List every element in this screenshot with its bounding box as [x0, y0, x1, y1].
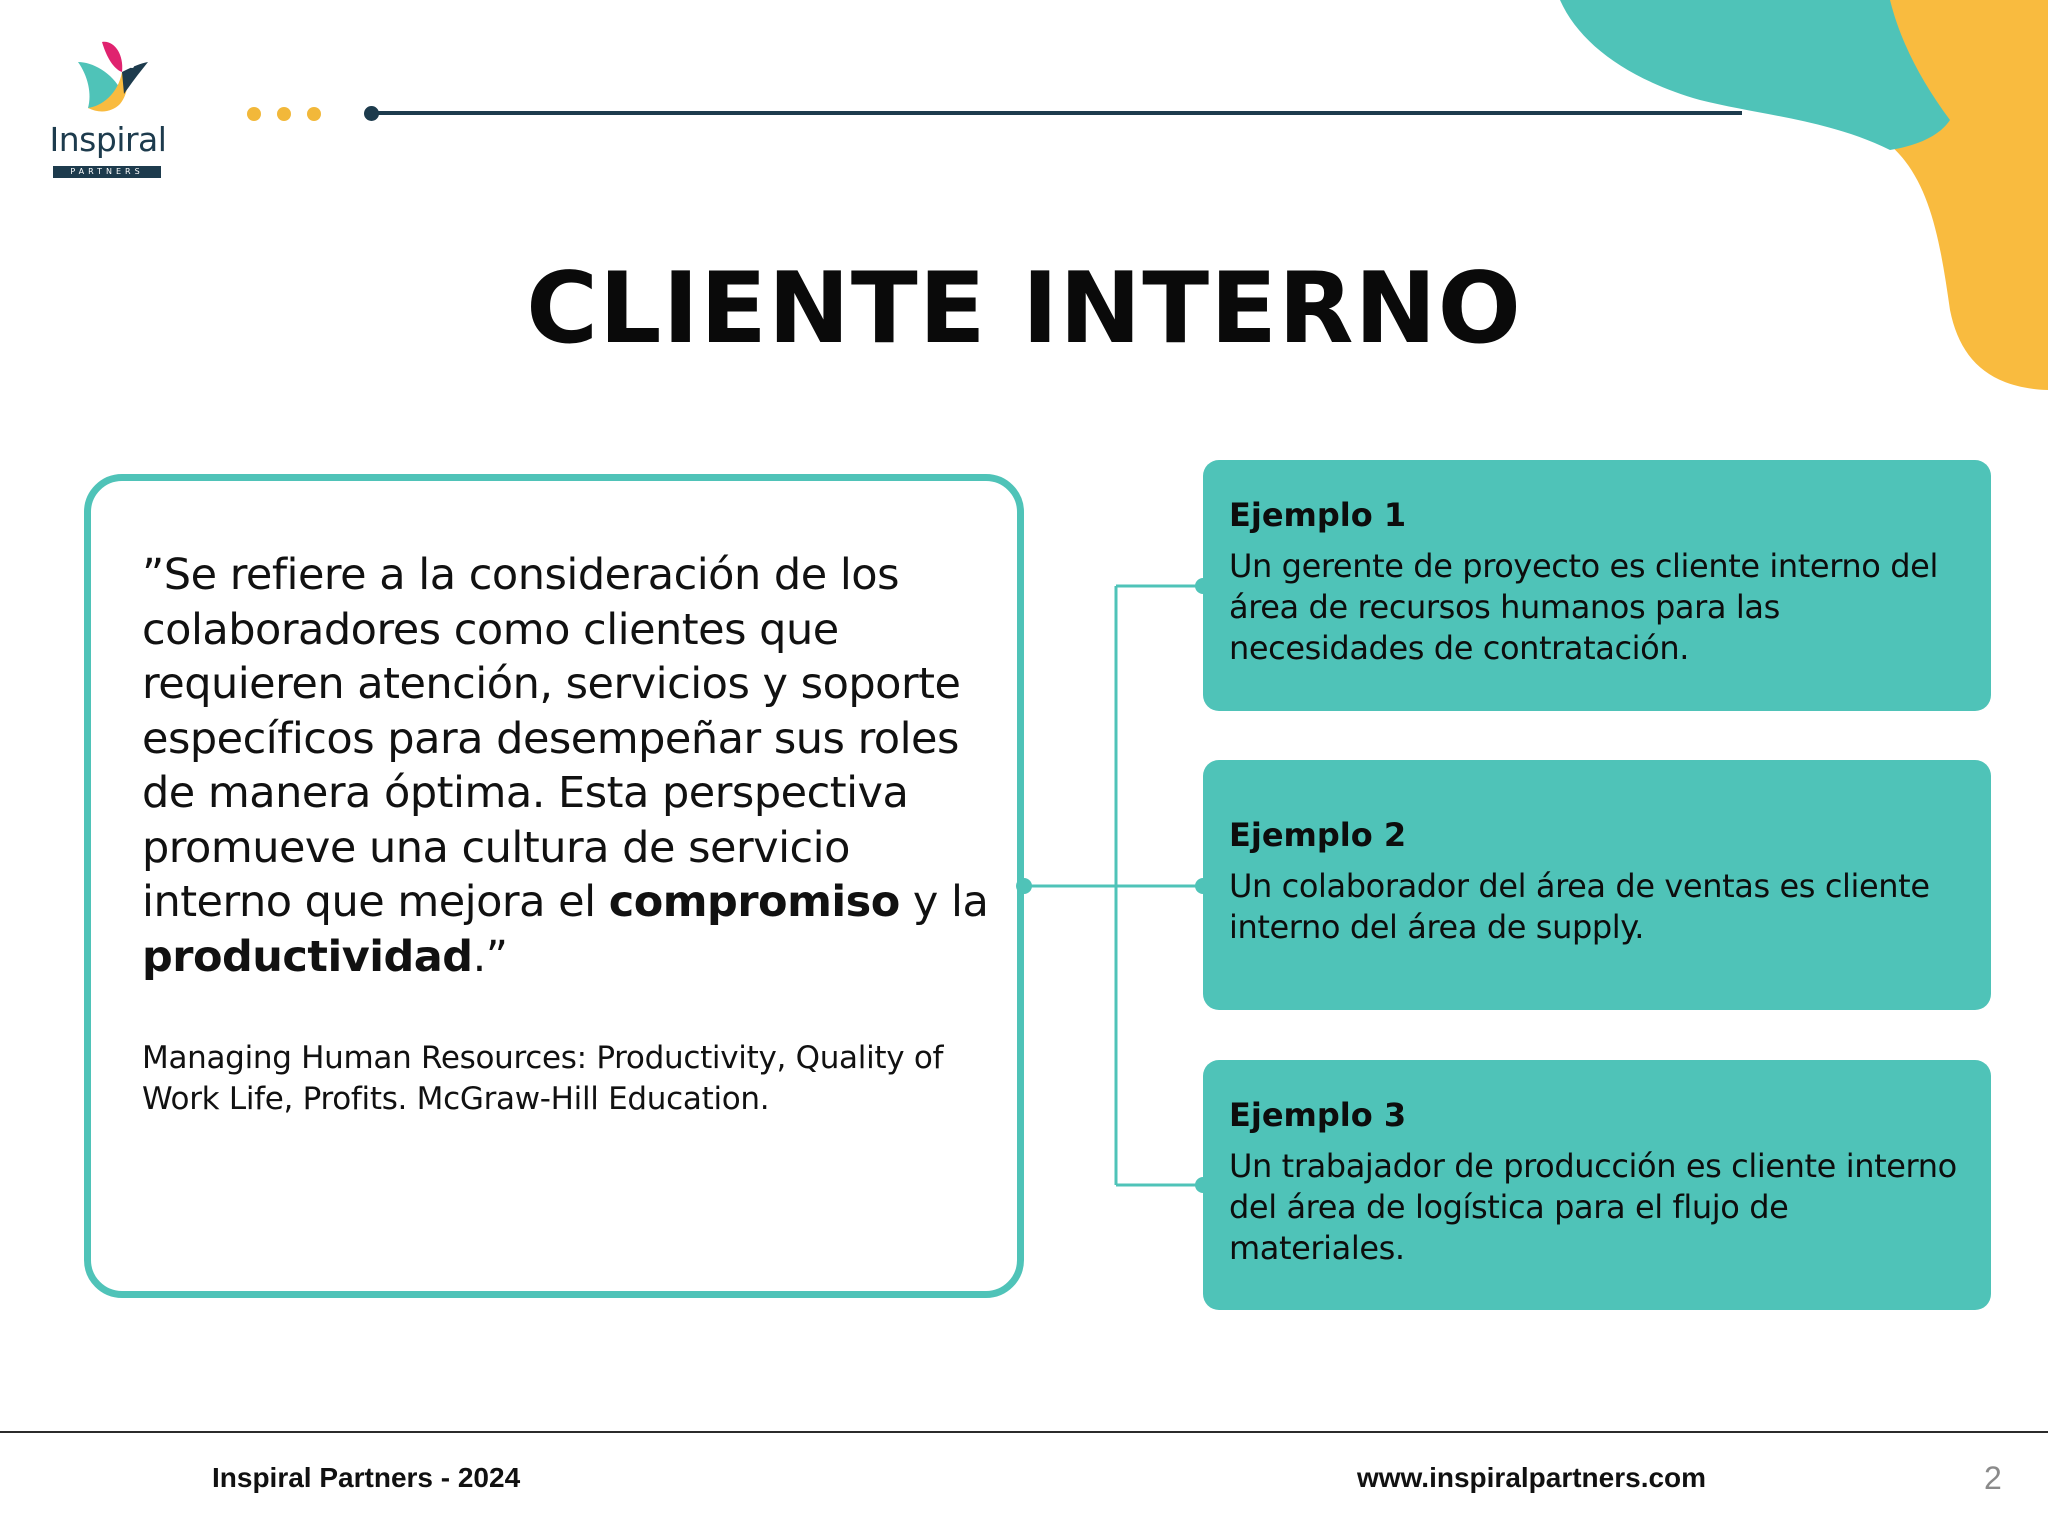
decorative-dot	[277, 107, 291, 121]
example-body: Un gerente de proyecto es cliente interno del área de recursos humanos para las necesidades de contratación.	[1229, 547, 1938, 667]
example-card-1	[1203, 460, 1991, 711]
company-logo	[44, 32, 174, 182]
quote-source: Managing Human Resources: Productivity, Quality of Work Life, Profits. McGraw-Hill Education.	[142, 1040, 944, 1117]
footer-divider	[0, 1431, 2048, 1433]
example-title: Ejemplo 1	[1229, 496, 1407, 534]
header-rule-dot	[364, 106, 379, 121]
bird-logo-icon	[72, 32, 148, 122]
header-rule	[372, 111, 1742, 115]
quote-emphasis-compromiso: compromiso	[608, 877, 900, 927]
footer-company: Inspiral Partners - 2024	[212, 1462, 521, 1493]
quote-emphasis-productividad: productividad	[142, 931, 473, 982]
example-card-3	[1203, 1060, 1991, 1310]
example-title: Ejemplo 2	[1229, 816, 1407, 854]
quote-text: ”Se refiere a la consideración de los colaboradores como clientes que requieren atención, servicios y soporte específicos para desempeñar sus roles de manera óptima. Esta perspectiva promueve una cultura de servicio interno que mejora el compromiso y la productividad.”	[142, 550, 989, 982]
page-number: 2	[1984, 1460, 2002, 1496]
example-body: Un trabajador de producción es cliente interno del área de logística para el flujo de materiales.	[1229, 1147, 1957, 1267]
footer-website-link[interactable]: www.inspiralpartners.com	[1357, 1462, 1707, 1493]
example-body: Un colaborador del área de ventas es cliente interno del área de supply.	[1229, 867, 1930, 946]
logo-subtext: PARTNERS	[53, 166, 161, 178]
example-title: Ejemplo 3	[1229, 1096, 1407, 1134]
logo-wordmark: Inspiral	[49, 120, 167, 159]
decorative-dot	[247, 107, 261, 121]
slide-title: CLIENTE INTERNO	[526, 252, 1522, 366]
example-card-2	[1203, 760, 1991, 1010]
decorative-dot	[307, 107, 321, 121]
